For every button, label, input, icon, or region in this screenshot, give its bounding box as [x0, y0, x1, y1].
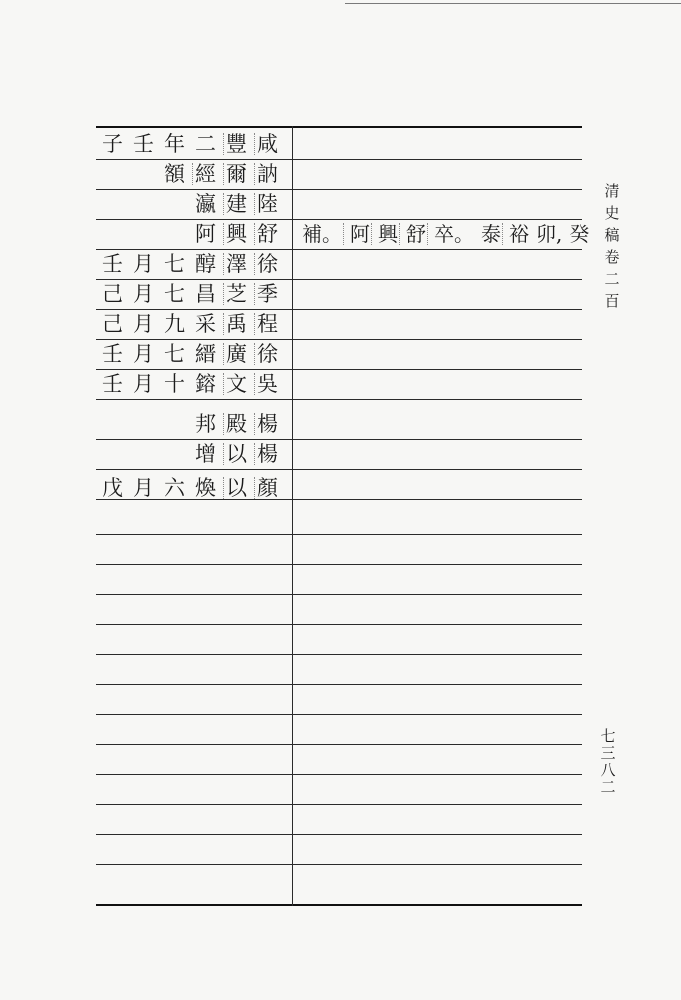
table-rule: [96, 864, 582, 865]
table-row-1: [96, 129, 286, 159]
cell-char: 煥: [195, 476, 216, 500]
table-row-11: [96, 439, 286, 469]
cell-char: 采: [195, 312, 216, 336]
cell-char: 月: [133, 312, 154, 336]
table-row-3: [96, 189, 286, 219]
side-char: 史: [604, 204, 620, 222]
cell-char: 月: [133, 476, 154, 500]
side-char: 百: [604, 292, 620, 310]
table-rule: [96, 744, 582, 745]
page-number-char: 八: [600, 761, 616, 779]
table-rule: [96, 399, 582, 400]
table-row-4: [96, 219, 286, 249]
official-table: [96, 126, 590, 906]
cell-char: 己: [102, 312, 123, 336]
cell-char: 七: [164, 342, 185, 366]
table-row-2: [96, 159, 286, 189]
cell-char: 以: [223, 443, 247, 465]
cell-char: 壬: [102, 342, 123, 366]
table-row-5: [96, 249, 286, 279]
cell-char: 文: [223, 373, 247, 395]
table-rule: [96, 804, 582, 805]
table-rule: [96, 714, 582, 715]
side-title: [600, 180, 624, 312]
cell-char: 澤: [223, 253, 247, 275]
cell-char: 壬: [102, 252, 123, 276]
cell-char: 吳: [254, 373, 278, 395]
table-rule: [96, 594, 582, 595]
cell-char: 禹: [223, 313, 247, 335]
table-rule: [96, 534, 582, 535]
cell-char: 月: [133, 252, 154, 276]
cell-char: 阿: [195, 222, 216, 246]
side-char: 二: [604, 270, 620, 288]
cell-char: 興: [223, 223, 247, 245]
right-char: 興: [378, 222, 398, 246]
cell-char: 月: [133, 372, 154, 396]
table-rule: [96, 904, 582, 906]
right-char: 卯,: [536, 222, 563, 246]
cell-char: 六: [164, 476, 185, 500]
cell-char: 縉: [195, 342, 216, 366]
cell-char: 月: [133, 282, 154, 306]
cell-char: 七: [164, 252, 185, 276]
cell-char: 昌: [195, 282, 216, 306]
cell-char: 徐: [254, 253, 278, 275]
cell-char: 鎔: [195, 372, 216, 396]
right-char: 卒。: [434, 222, 474, 246]
cell-char: 九: [164, 312, 185, 336]
table-row-10: [96, 409, 286, 439]
cell-char: 陸: [254, 193, 278, 215]
cell-char: 己: [102, 282, 123, 306]
cell-char: 季: [254, 283, 278, 305]
right-char: 裕: [509, 222, 529, 246]
cell-char: 年: [164, 132, 185, 156]
table-row-9: [96, 369, 286, 399]
right-char: 泰: [481, 222, 501, 246]
page-number-char: 二: [600, 778, 616, 796]
table-rule: [96, 684, 582, 685]
cell-char: 咸: [254, 133, 278, 155]
table-rule: [96, 624, 582, 625]
cell-char: 子: [102, 132, 123, 156]
page-number-char: 七: [600, 727, 616, 745]
cell-char: 十: [164, 372, 185, 396]
cell-char: 訥: [254, 163, 278, 185]
cell-char: 額: [164, 162, 185, 186]
cell-char: 廣: [223, 343, 247, 365]
cell-char: 戊: [102, 476, 123, 500]
right-char: 癸: [569, 222, 590, 246]
cell-char: 壬: [133, 132, 154, 156]
right-char: 補。: [302, 222, 342, 246]
page-number-char: 三: [600, 744, 616, 762]
right-char: 舒: [406, 222, 426, 246]
table-rule: [96, 834, 582, 835]
cell-char: 徐: [254, 343, 278, 365]
cell-char: 以: [223, 477, 247, 499]
cell-char: 舒: [254, 223, 278, 245]
table-rule: [96, 774, 582, 775]
cell-char: 建: [223, 193, 247, 215]
table-row-8: [96, 339, 286, 369]
cell-char: 二: [195, 132, 216, 156]
cell-char: 殿: [223, 413, 247, 435]
cell-char: 經: [192, 163, 216, 185]
cell-char: 壬: [102, 372, 123, 396]
cell-char: 楊: [254, 443, 278, 465]
table-rule: [96, 469, 582, 470]
cell-char: 程: [254, 313, 278, 335]
top-rule: [345, 3, 681, 4]
table-rule: [96, 126, 582, 128]
table-row-12: [96, 473, 286, 503]
table-rule: [96, 564, 582, 565]
column-divider: [292, 126, 293, 906]
cell-char: 楊: [254, 413, 278, 435]
cell-char: 邦: [195, 412, 216, 436]
table-rule: [96, 654, 582, 655]
right-char: 阿: [350, 222, 370, 246]
cell-char: 爾: [223, 163, 247, 185]
cell-char: 顏: [254, 477, 278, 499]
right-column-text: [302, 219, 590, 249]
cell-char: 七: [164, 282, 185, 306]
side-char: 卷: [604, 248, 620, 266]
table-row-7: [96, 309, 286, 339]
cell-char: 芝: [223, 283, 247, 305]
table-row-6: [96, 279, 286, 309]
cell-char: 瀛: [195, 192, 216, 216]
cell-char: 醇: [195, 252, 216, 276]
side-char: 清: [604, 182, 620, 200]
cell-char: 月: [133, 342, 154, 366]
cell-char: 豐: [223, 133, 247, 155]
side-char: 稿: [604, 226, 620, 244]
cell-char: 增: [195, 442, 216, 466]
page-number: [596, 728, 620, 796]
